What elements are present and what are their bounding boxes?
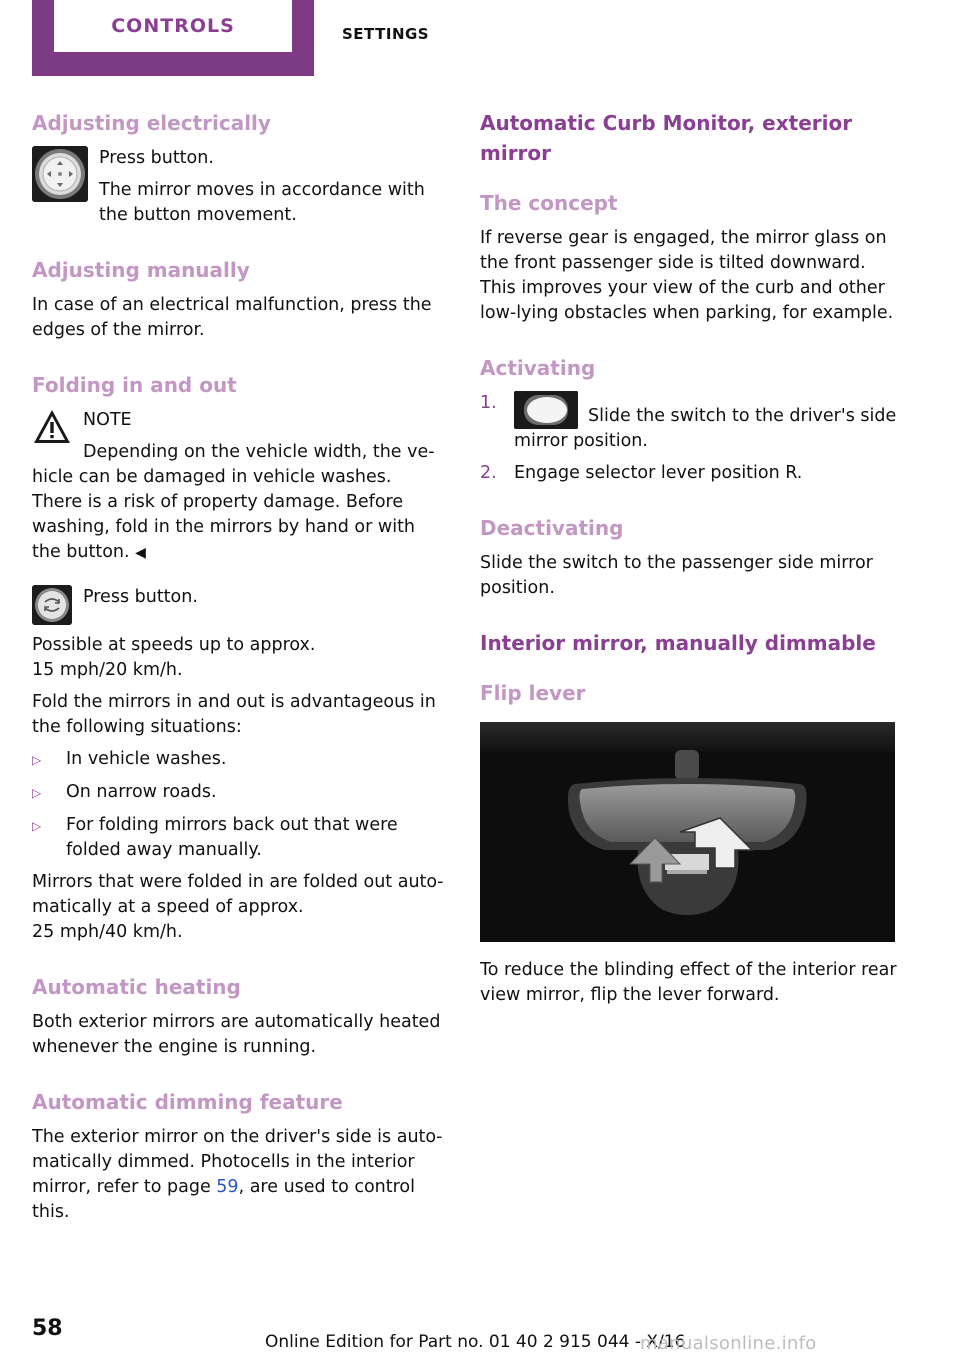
list-item: ▷ On narrow roads. — [32, 780, 444, 806]
bullet-triangle-icon: ▷ — [32, 753, 42, 767]
adjust-electrically-line2: The mirror moves in accordance with the button movement. — [99, 180, 425, 225]
list-item: 2. Engage selector lever position R. — [480, 463, 803, 483]
right-column — [480, 108, 898, 1015]
note-first-line: Depending on the vehicle width, the ve‐ — [83, 442, 435, 462]
fold-speed-line1: Possible at speeds up to approx. — [32, 635, 316, 655]
dimming-text: The exterior mirror on the driver's side is auto‐matically dimmed. Photocells in the interior mirror, refer to page 59, are used to control this. — [32, 1127, 443, 1222]
heading-folding: Folding in and out — [32, 373, 237, 397]
warning-triangle-icon — [32, 408, 72, 446]
fold-situations-intro: Fold the mirrors in and out is advantageous in the following situations: — [32, 692, 436, 737]
heading-adjusting-electrically: Adjusting electrically — [32, 111, 271, 135]
list-item: ▷ For folding mirrors back out that were folded away manually. — [32, 813, 444, 863]
activating-steps — [480, 391, 898, 486]
bullet-triangle-icon: ▷ — [32, 819, 42, 833]
heading-curb-monitor: Automatic Curb Monitor, exterior mirror — [480, 111, 853, 165]
adjust-electrically-line1: Press button. — [99, 148, 214, 168]
heading-adjusting-manually: Adjusting manually — [32, 258, 250, 282]
fold-situations-list — [32, 747, 444, 863]
note-end-mark: ◀ — [135, 545, 146, 561]
tab-settings[interactable]: SETTINGS — [342, 25, 430, 43]
tab-controls-label: CONTROLS — [54, 0, 292, 52]
deactivating-text: Slide the switch to the passenger side mirror position. — [480, 553, 873, 598]
flip-lever-caption: To reduce the blinding effect of the interior rear view mirror, flip the lever forward. — [480, 960, 897, 1005]
concept-text: If reverse gear is engaged, the mirror glass on the front passenger side is tilted downward. This improves your view of the curb and other low-lying obstacles when parking, for example. — [480, 228, 894, 323]
foldout-text: Mirrors that were folded in are folded out auto‐matically at a speed of approx. — [32, 872, 444, 917]
fold-press-button: Press button. — [83, 587, 198, 607]
page-number: 58 — [32, 1316, 63, 1341]
heading-flip-lever: Flip lever — [480, 681, 586, 705]
mirror-adjust-button-icon — [32, 146, 88, 202]
note-label: NOTE — [83, 410, 132, 430]
page-link[interactable]: 59 — [216, 1177, 239, 1197]
edition-text: Online Edition for Part no. 01 40 2 915 044 - X/16 — [265, 1332, 686, 1352]
tab-controls[interactable] — [32, 0, 314, 76]
heading-deactivating: Deactivating — [480, 516, 624, 540]
foldout-speed: 25 mph/40 km/h. — [32, 922, 183, 942]
heading-automatic-heating: Automatic heating — [32, 975, 241, 999]
mirror-switch-icon — [514, 391, 578, 429]
note-text: hicle can be damaged in vehicle washes. There is a risk of property damage. Before washing, fold in the mirrors by hand or with the button. — [32, 467, 416, 562]
list-item: ▷ In vehicle washes. — [32, 747, 444, 773]
interior-mirror-flip-lever-photo — [480, 722, 895, 942]
heading-activating: Activating — [480, 356, 596, 380]
heating-text: Both exterior mirrors are automatically heated whenever the engine is running. — [32, 1012, 441, 1057]
fold-mirror-button-icon — [32, 585, 72, 625]
bullet-triangle-icon: ▷ — [32, 786, 42, 800]
adjust-manually-text: In case of an electrical malfunction, press the edges of the mirror. — [32, 295, 432, 340]
fold-speed-line2: 15 mph/20 km/h. — [32, 660, 183, 680]
heading-concept: The concept — [480, 191, 618, 215]
left-column — [32, 108, 444, 1232]
watermark: manualsonline.info — [640, 1333, 817, 1354]
heading-automatic-dimming: Automatic dimming feature — [32, 1090, 343, 1114]
heading-interior-mirror: Interior mirror, manually dimmable — [480, 631, 876, 655]
list-item: 1. Slide the switch to the driver's side mirror position. — [480, 393, 897, 451]
